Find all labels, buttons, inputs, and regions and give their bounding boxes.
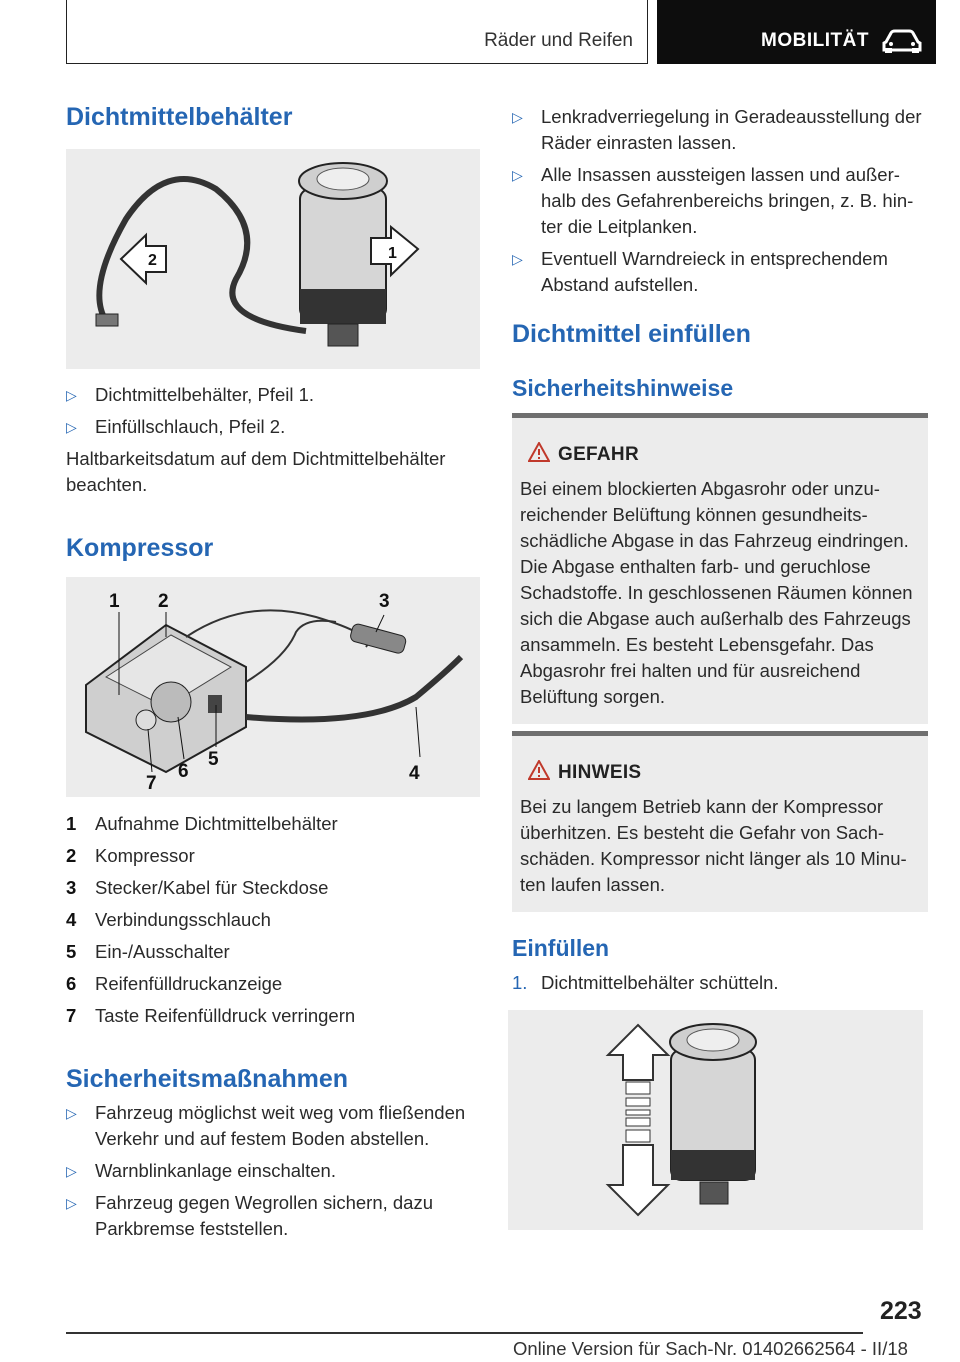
figure-label-1: 1 xyxy=(388,245,397,262)
figure-label-6: 6 xyxy=(178,761,189,782)
figure-label-2: 2 xyxy=(158,591,169,612)
list-item: 4 Verbindungsschlauch xyxy=(66,909,271,930)
danger-box xyxy=(512,413,928,724)
list-item: ▷ Einfüllschlauch, Pfeil 2. xyxy=(66,414,480,440)
danger-title: GEFAHR xyxy=(520,444,919,466)
header-section-tab xyxy=(66,0,648,64)
triangle-bullet-icon: ▷ xyxy=(66,1163,77,1179)
list-item: ▷ Alle Insassen aussteigen lassen und außerhalb des Gefahrenbereichs bringen, z. B. hinter die Leitplanken. xyxy=(512,164,914,237)
step-list xyxy=(512,970,928,996)
notice-title: HINWEIS xyxy=(520,762,919,784)
warning-triangle-icon xyxy=(528,760,550,780)
triangle-bullet-icon: ▷ xyxy=(66,1105,77,1121)
triangle-bullet-icon: ▷ xyxy=(66,387,77,403)
figure-label-3: 3 xyxy=(379,591,390,612)
figure-label-5: 5 xyxy=(208,749,219,770)
figure-label-1: 1 xyxy=(109,591,120,612)
header-chapter-tab xyxy=(657,0,936,64)
triangle-bullet-icon: ▷ xyxy=(512,167,523,183)
chapter-title: MOBILITÄT xyxy=(761,30,869,51)
list-item: ▷ Warnblinkanlage einschalten. xyxy=(66,1158,480,1184)
notice-text: Bei zu langem Betrieb kann der Kompressor überhitzen. Es besteht die Gefahr von Sachschäden. Kompressor nicht länger als 10 Minuten laufen lassen. xyxy=(520,796,907,895)
figure-label-7: 7 xyxy=(146,773,157,794)
figure-label-2: 2 xyxy=(148,252,157,269)
figure-label-4: 4 xyxy=(409,763,420,784)
note-paragraph: Haltbarkeitsdatum auf dem Dichtmittelbehälter beachten. xyxy=(66,448,446,495)
list-item: 2 Kompressor xyxy=(66,845,195,866)
list-item: 3 Stecker/Kabel für Steckdose xyxy=(66,877,329,898)
title-kompressor: Kompressor xyxy=(66,534,214,562)
step-item: 1. Dichtmittelbehälter schütteln. xyxy=(512,972,779,993)
list-item: ▷ Dichtmittelbehälter, Pfeil 1. xyxy=(66,382,480,408)
warning-triangle-icon xyxy=(528,442,550,462)
figure-sealant-bottle xyxy=(66,149,480,369)
footer-version-text: Online Version für Sach-Nr. 01402662564 - II/18 xyxy=(513,1338,908,1359)
triangle-bullet-icon: ▷ xyxy=(512,109,523,125)
notice-box xyxy=(512,731,928,912)
list-item: 6 Reifenfülldruckanzeige xyxy=(66,973,283,994)
list-item: ▷ Fahrzeug möglichst weit weg vom fließenden Verkehr und auf festem Boden abstellen. xyxy=(66,1102,466,1149)
list-item: ▷ Lenkradverriegelung in Geradeausstellung der Räder einrasten lassen. xyxy=(512,106,922,153)
list-item: ▷ Eventuell Warndreieck in entsprechendem Abstand aufstellen. xyxy=(512,248,888,295)
list-item: 5 Ein-/Ausschalter xyxy=(66,941,230,962)
parts-list xyxy=(66,808,480,1032)
list-item: 1 Aufnahme Dichtmittelbehälter xyxy=(66,813,338,834)
title-dichtmittelbehaelter: Dichtmittelbehälter xyxy=(66,103,293,131)
sealant-bottle-illustration xyxy=(66,149,480,369)
danger-text: Bei einem blockierten Abgasrohr oder unzureichender Belüftung können gesundheitsschädliche Abgase in das Fahrzeug eindringen. Die Abgase enthalten farb- und geruchlose Schadstoffe. In geschlossenen Räumen können sich die Abgase auch außerhalb des Fahrzeugs ansammeln. Es besteht Lebensgefahr. Das Abgasrohr frei halten und für ausreichend Belüftung sorgen. xyxy=(520,478,913,707)
list-item: ▷ Fahrzeug gegen Wegrollen sichern, dazu Parkbremse feststellen. xyxy=(66,1192,434,1239)
compressor-illustration xyxy=(66,577,480,797)
title-sicherheitsmassnahmen: Sicherheitsmaßnahmen xyxy=(66,1065,349,1093)
title-sicherheitshinweise: Sicherheitshinweise xyxy=(512,375,734,401)
section-title: Räder und Reifen xyxy=(484,30,633,51)
car-icon xyxy=(880,28,924,54)
shake-bottle-illustration xyxy=(508,1010,923,1230)
triangle-bullet-icon: ▷ xyxy=(66,419,77,435)
figure-shake-bottle xyxy=(508,1010,923,1230)
triangle-bullet-icon: ▷ xyxy=(66,1195,77,1211)
figure-compressor xyxy=(66,577,480,797)
footer-divider xyxy=(66,1332,863,1334)
list-item: 7 Taste Reifenfülldruck verringern xyxy=(66,1005,356,1026)
title-einfuellen: Einfüllen xyxy=(512,935,610,961)
triangle-bullet-icon: ▷ xyxy=(512,251,523,267)
title-dichtmittel-einfuellen: Dichtmittel einfüllen xyxy=(512,320,751,348)
page-number: 223 xyxy=(880,1297,922,1325)
